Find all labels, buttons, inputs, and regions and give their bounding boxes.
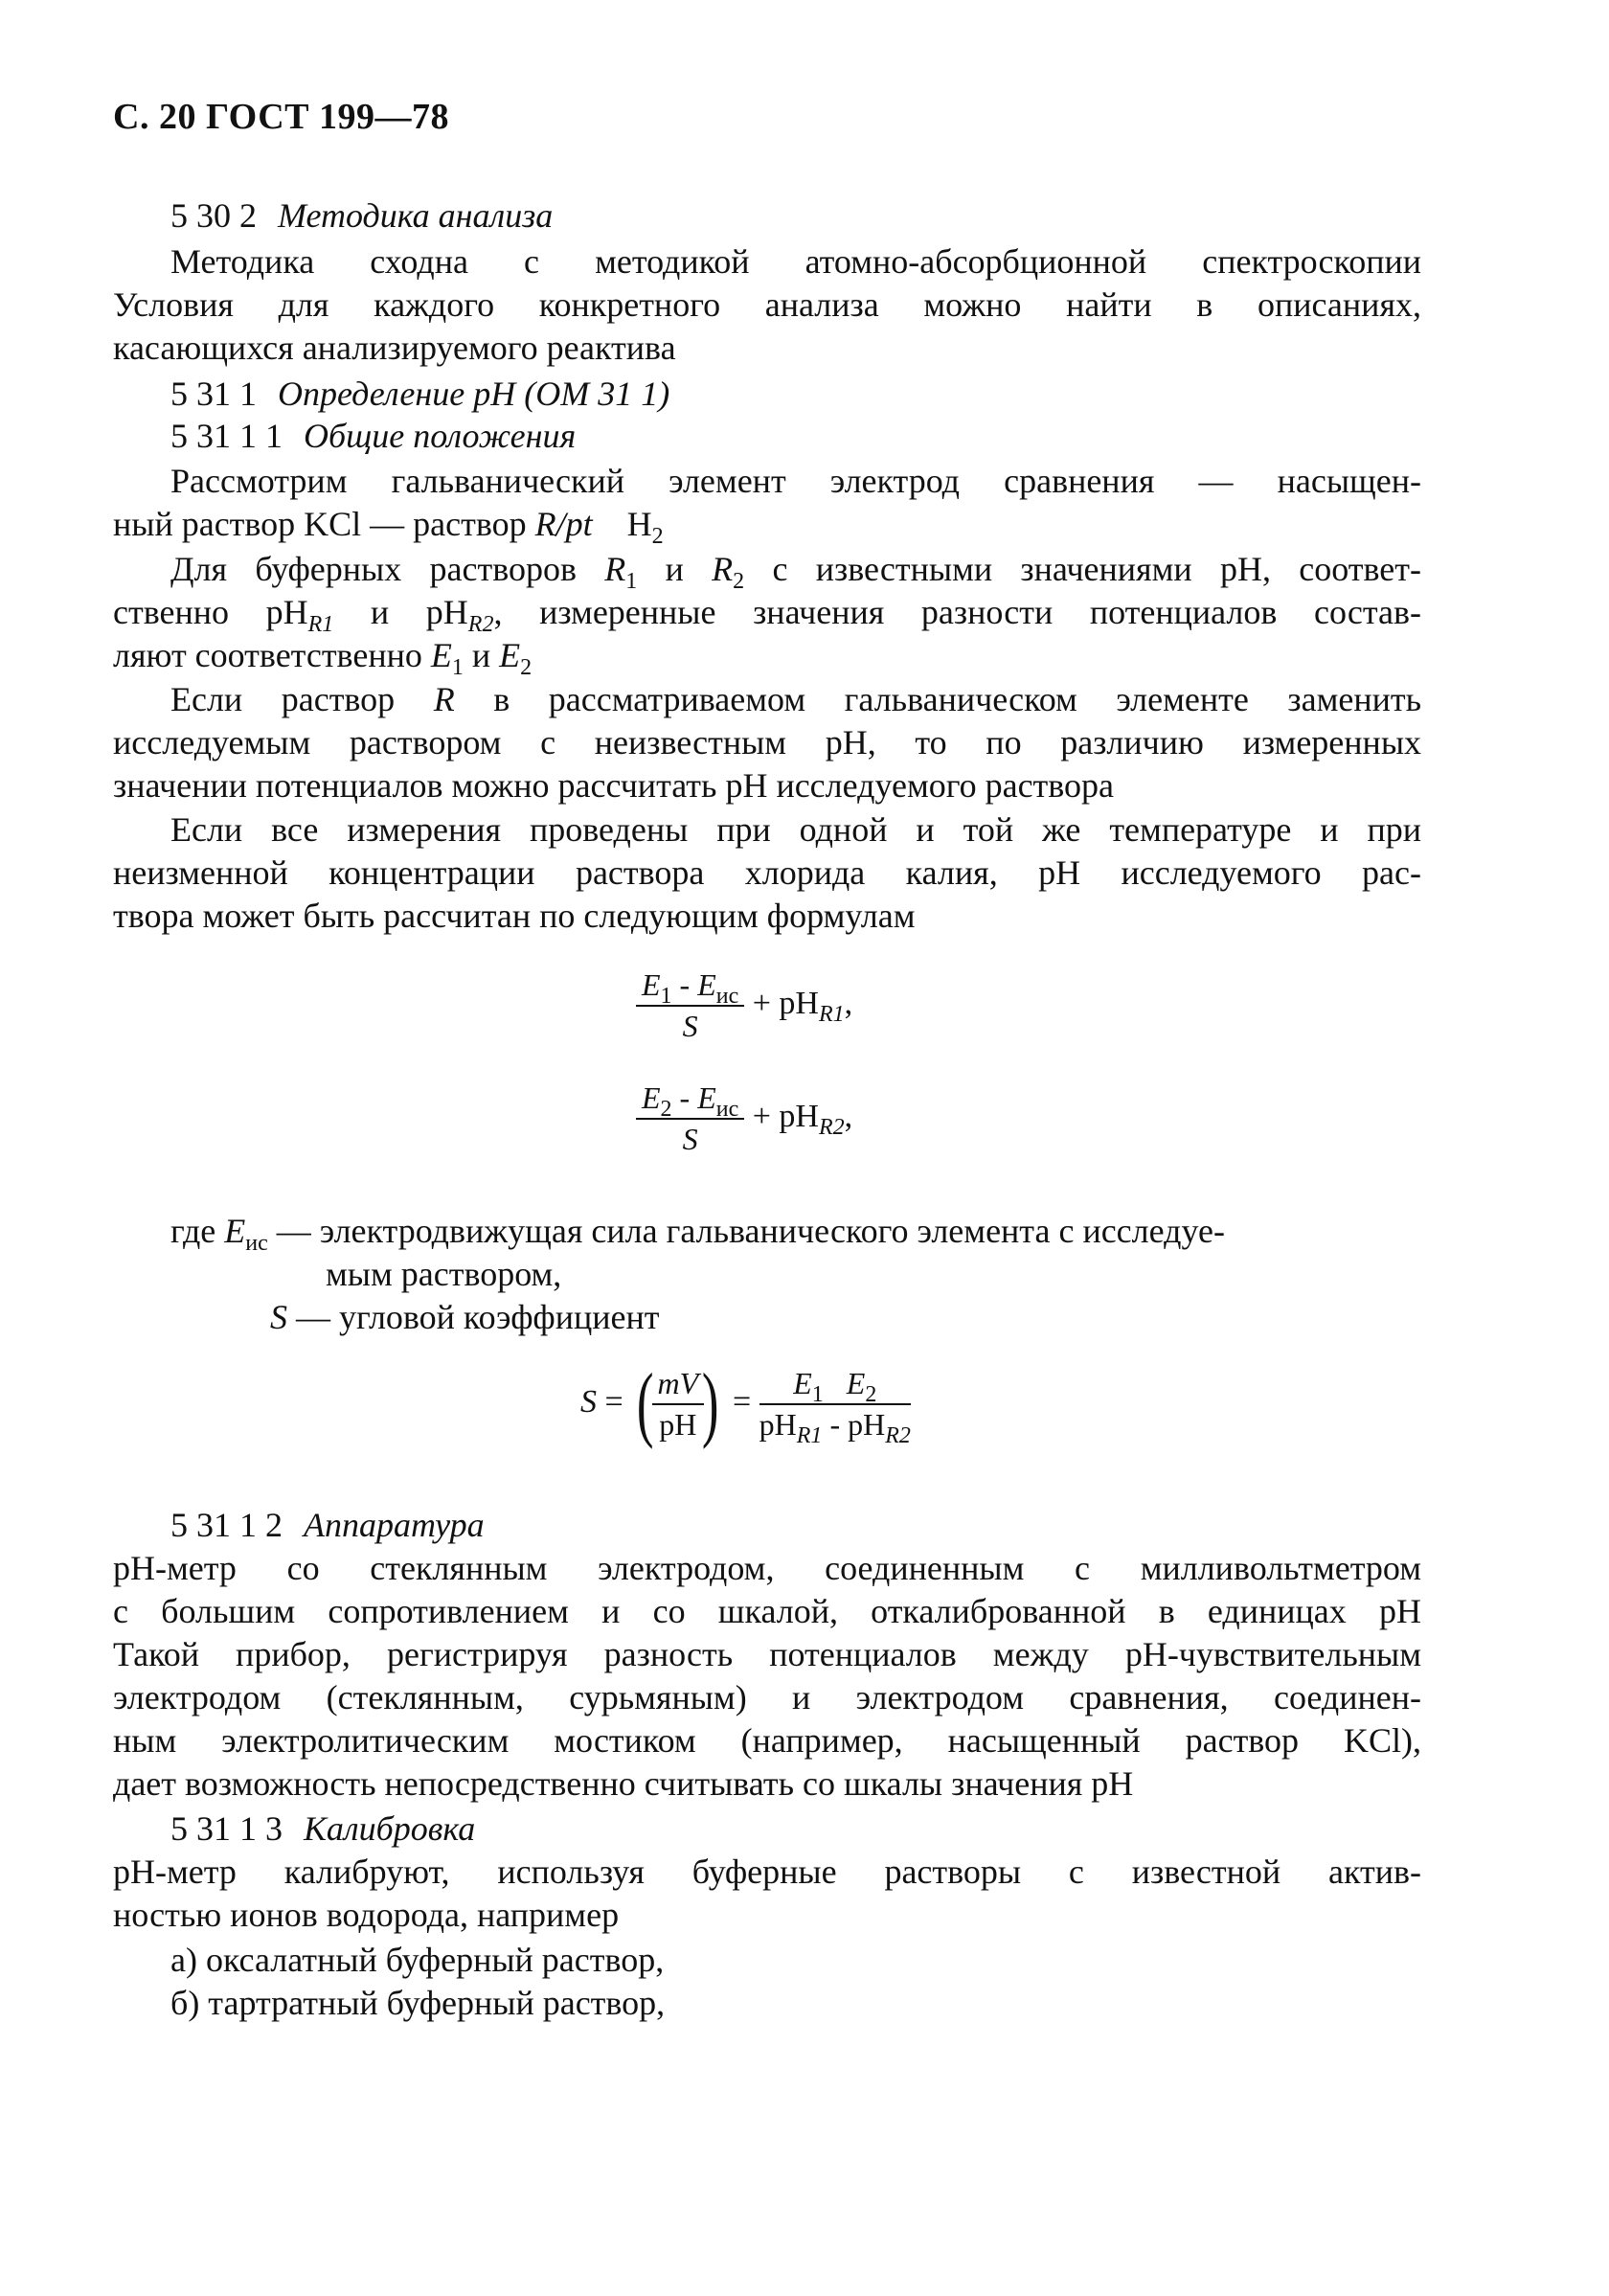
section-number: 5 31 1 3 xyxy=(170,1809,283,1848)
section-number: 5 31 1 xyxy=(170,375,257,413)
section-number: 5 31 1 1 xyxy=(170,417,283,455)
paragraph-line: Если раствор R в рассматриваемом гальваническом элементе заменить xyxy=(170,680,1422,718)
paragraph-line: дает возможность непосредственно считывать со шкалы значения pH xyxy=(113,1764,1134,1803)
paragraph-line: Условия для каждого конкретного анализа можно найти в описаниях, xyxy=(113,285,1421,324)
section-title: Определение pH (ОМ 31 1) xyxy=(278,375,670,413)
paragraph-line: ный раствор KCl — раствор R/pt $H_2$ xyxy=(113,505,664,549)
paragraph-line: ственно $pH_{R1}$ и $pH_{R2}$, измеренные значения разности потенциалов состав- xyxy=(113,593,1421,637)
paragraph-line: с большим сопротивлением и со шкалой, откалиброванной в единицах pH xyxy=(113,1592,1421,1630)
paragraph-line: электродом (стеклянным, сурьмяным) и электродом сравнения, соединен- xyxy=(113,1678,1421,1716)
paragraph-line: касающихся анализируемого реактива xyxy=(113,329,676,367)
paragraph-line: Для буферных растворов $R_1$ и $R_2$ с известными значениями pH, соответ- xyxy=(170,550,1422,594)
page-header: С. 20 ГОСТ 199—78 xyxy=(113,97,449,137)
section-title: Аппаратура xyxy=(304,1506,485,1544)
paragraph-line: pH-метр со стеклянным электродом, соединенным с милливольтметром xyxy=(113,1549,1421,1587)
paragraph-line: Такой прибор, регистрируя разность потенциалов между pH-чувствительным xyxy=(113,1635,1421,1673)
formula-legend-e-cont: мым раствором, xyxy=(326,1255,562,1293)
section-number: 5 30 2 xyxy=(170,196,257,235)
section-5-31-1-1-heading xyxy=(170,415,576,457)
list-item: б) тартратный буферный раствор, xyxy=(170,1984,666,2022)
section-5-30-2-heading xyxy=(170,194,553,237)
section-5-31-1-3-heading xyxy=(170,1807,475,1850)
list-item: а) оксалатный буферный раствор, xyxy=(170,1941,665,1979)
section-5-31-1-heading xyxy=(170,373,669,415)
paragraph-line: исследуемым раствором с неизвестным pH, то по различию измеренных xyxy=(113,723,1421,762)
paragraph-line: твора может быть рассчитан по следующим формулам xyxy=(113,897,916,935)
formula-legend-s: S — угловой коэффициент xyxy=(270,1298,660,1336)
paragraph-line: ным электролитическим мостиком (например, насыщенный раствор KCl), xyxy=(113,1721,1421,1760)
fraction: $\frac{E_2 - E_{ис}}{S}$ xyxy=(636,1080,744,1157)
paragraph-line: значении потенциалов можно рассчитать pH исследуемого раствора xyxy=(113,766,1115,805)
formula-2: $\frac{E_2 - E_{ис}}{S}$ + $pH_{R2}$, xyxy=(636,1080,852,1157)
paragraph-line: pH-метр калибруют, используя буферные растворы с известной актив- xyxy=(113,1853,1421,1891)
section-title: Общие положения xyxy=(304,417,577,455)
section-number: 5 31 1 2 xyxy=(170,1506,283,1544)
formula-1: $\frac{E_1 - E_{ис}}{S}$ + $pH_{R1}$, xyxy=(636,967,852,1044)
paragraph-line: Рассмотрим гальванический элемент электрод сравнения — насыщен- xyxy=(170,462,1421,500)
paragraph-line: неизменной концентрации раствора хлорида калия, pH исследуемого рас- xyxy=(113,853,1421,892)
formula-3: S = ( $\frac{mV}{pH}$ ) = $\frac{E_1 E_2}{pH_{R1} - pH_{R2}}$ xyxy=(580,1357,911,1450)
paragraph-line: Методика сходна с методикой атомно-абсорбционной спектроскопии xyxy=(170,242,1421,281)
fraction: $\frac{E_1 - E_{ис}}{S}$ xyxy=(636,967,744,1044)
paragraph-line: Если все измерения проведены при одной и той же температуре и при xyxy=(170,810,1421,849)
paragraph-line: ностью ионов водорода, например xyxy=(113,1896,620,1934)
section-title: Методика анализа xyxy=(278,196,554,235)
section-5-31-1-2-heading xyxy=(170,1504,485,1546)
section-title: Калибровка xyxy=(304,1809,476,1848)
paragraph-line: ляют соответственно $E_1$ и $E_2$ xyxy=(113,636,533,680)
formula-legend-e: где $E_{ис}$ — электродвижущая сила гальванического элемента с исследуе- xyxy=(170,1212,1225,1256)
